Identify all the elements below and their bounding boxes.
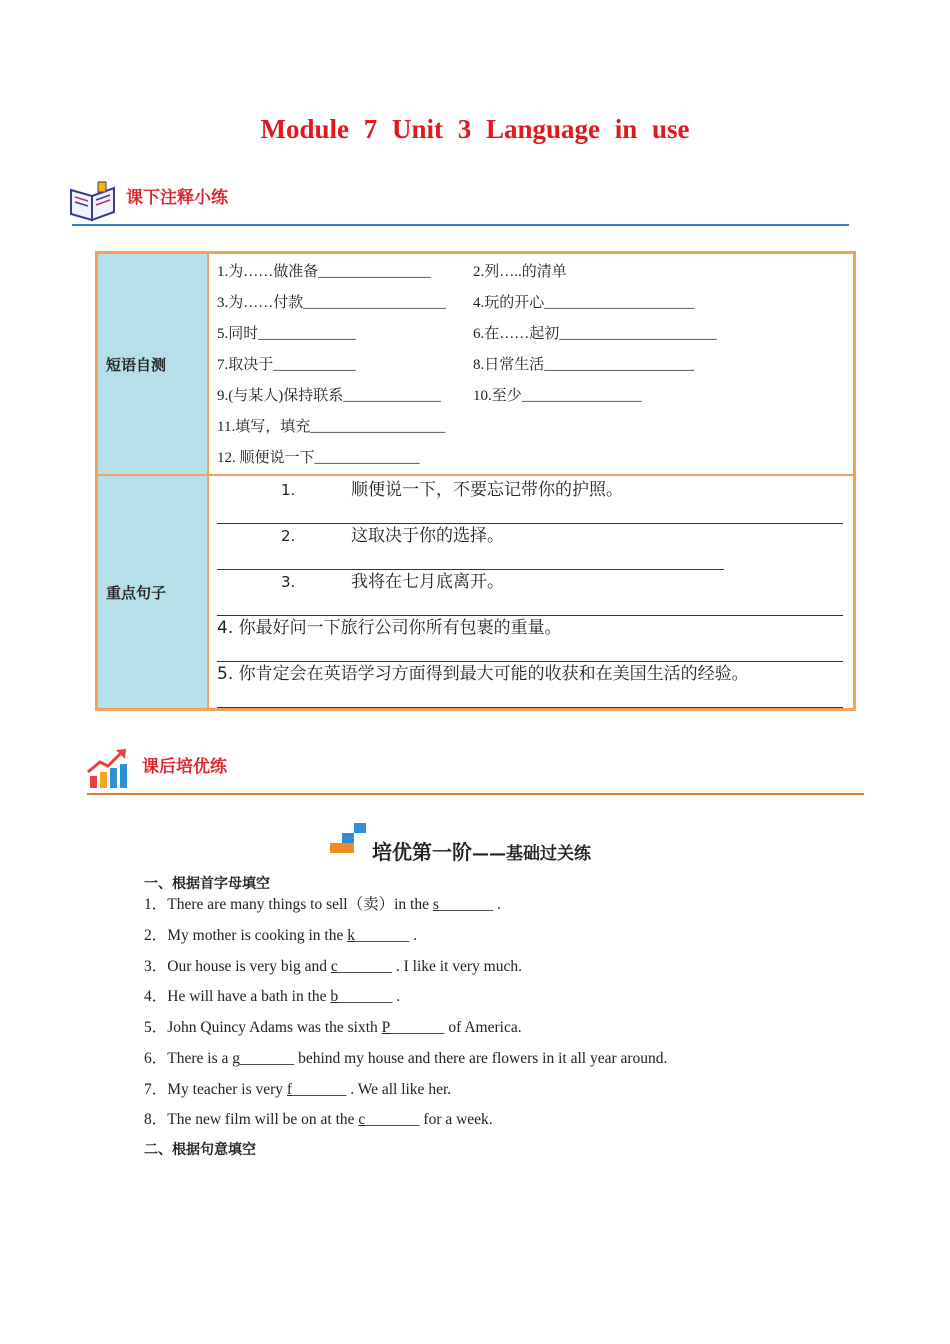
question-item: 7．My teacher is very f_______ . We all like her.: [144, 1081, 452, 1098]
phrase-item: 8.日常生活____________________: [473, 357, 695, 373]
phrases-cell: [208, 253, 854, 475]
phrase-item: 3.为……付款___________________: [217, 295, 446, 311]
phrase-item: 1.为……做准备_______________: [217, 264, 431, 280]
sentence-item: 4. 你最好问一下旅行公司你所有包裹的重量。: [217, 618, 562, 638]
answer-line[interactable]: [217, 687, 843, 708]
answer-line[interactable]: [217, 549, 724, 570]
sentence-item: 3. 我将在七月底离开。: [281, 572, 504, 592]
question-item: 5．John Quincy Adams was the sixth P_______ of America.: [144, 1019, 522, 1036]
answer-line[interactable]: [217, 503, 843, 524]
part-heading: 二、根据句意填空: [144, 1142, 256, 1158]
page-title: Module 7 Unit 3 Language in use: [260, 114, 690, 144]
sentence-item: 5. 你肯定会在英语学习方面得到最大可能的收获和在美国生活的经验。: [217, 664, 749, 684]
answer-line[interactable]: [217, 641, 843, 662]
question-item: 6．There is a g_______ behind my house and there are flowers in it all year around.: [144, 1050, 668, 1067]
phrase-item: 6.在……起初_____________________: [473, 326, 717, 342]
step-title: 培优第一阶——基础过关练: [372, 840, 591, 864]
part-heading: 一、根据首字母填空: [144, 876, 270, 892]
exercise-table: [95, 251, 856, 711]
phrase-item: 7.取决于___________: [217, 357, 356, 373]
divider: [87, 793, 864, 795]
book-icon: [68, 180, 118, 222]
sentence-item: 1. 顺便说一下，不要忘记带你的护照。: [281, 480, 623, 500]
phrase-item: 9.(与某人)保持联系_____________: [217, 388, 441, 404]
steps-icon: [328, 823, 368, 855]
section-heading: 课后培优练: [142, 757, 227, 777]
section-heading: 课下注释小练: [126, 188, 228, 208]
sentences-cell: [208, 475, 854, 709]
sentence-item: 2. 这取决于你的选择。: [281, 526, 504, 546]
question-item: 3．Our house is very big and c_______ . I like it very much.: [144, 958, 522, 975]
phrase-item: 5.同时_____________: [217, 326, 356, 342]
phrase-item: 11.填写，填充__________________: [217, 419, 446, 435]
question-item: 1．There are many things to sell（卖）in the s_______ .: [144, 896, 501, 913]
sentences-label: 重点句子: [97, 475, 208, 709]
question-item: 2．My mother is cooking in the k_______ .: [144, 927, 417, 944]
chart-up-icon: [86, 746, 130, 790]
question-item: 8．The new film will be on at the c_______ for a week.: [144, 1111, 493, 1128]
phrase-item: 2.列…..的清单: [473, 264, 567, 280]
phrases-label: 短语自测: [97, 253, 208, 475]
phrase-item: 4.玩的开心____________________: [473, 295, 695, 311]
phrase-item: 12. 顺便说一下______________: [217, 450, 420, 466]
divider: [72, 224, 849, 226]
phrase-item: 10.至少________________: [473, 388, 642, 404]
answer-line[interactable]: [217, 595, 843, 616]
question-item: 4．He will have a bath in the b_______ .: [144, 988, 401, 1005]
